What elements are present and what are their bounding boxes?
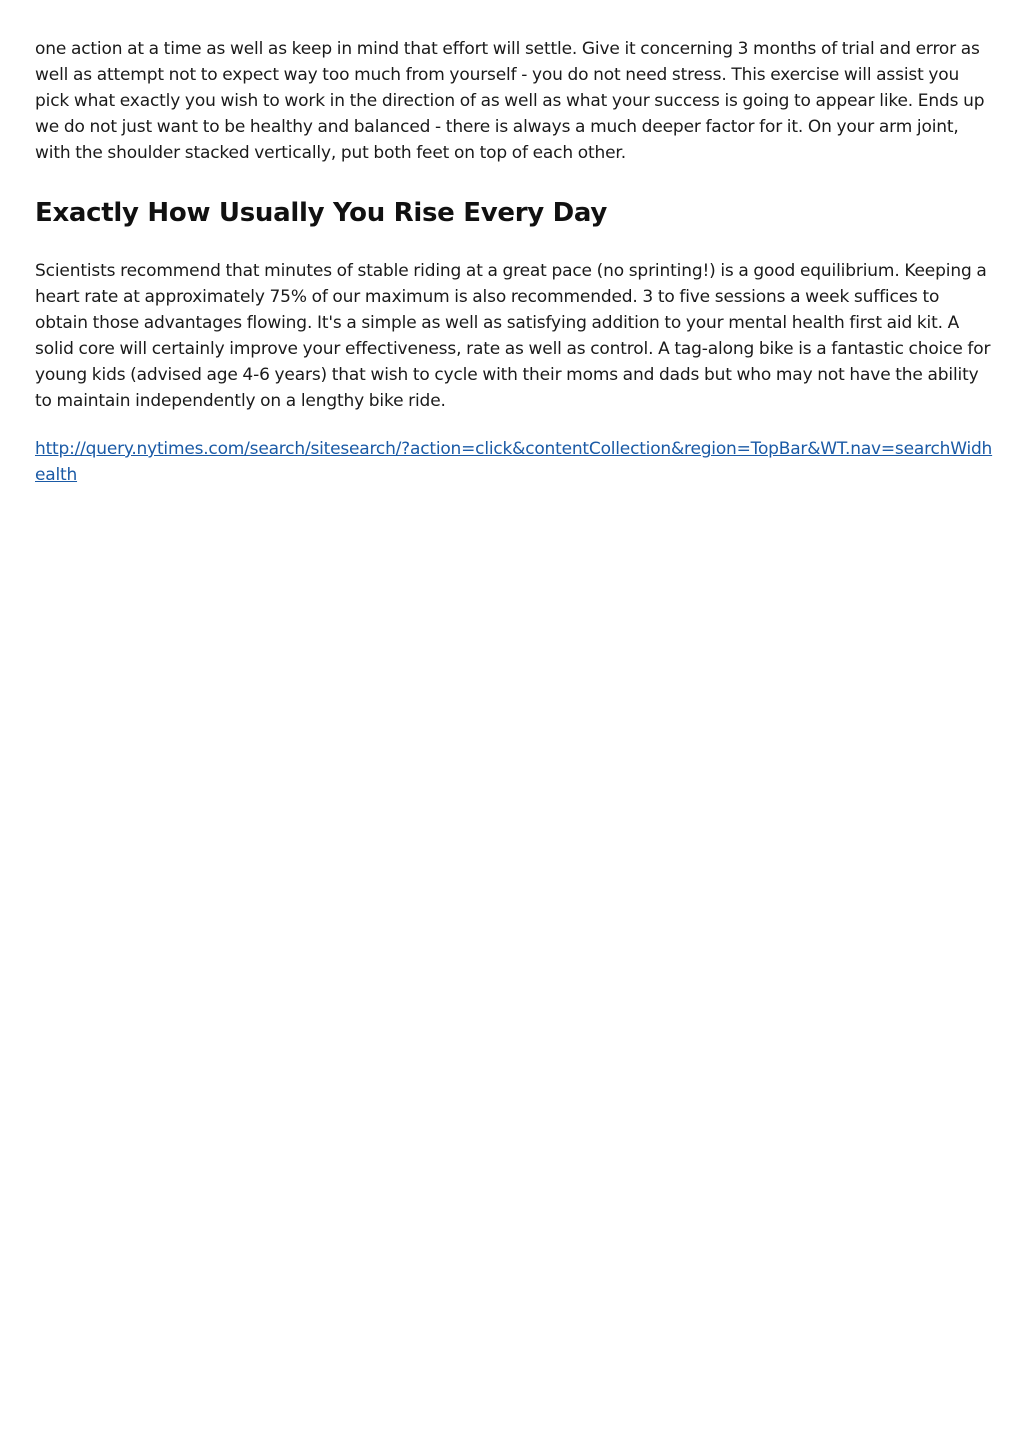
- link-container: [35, 436, 995, 488]
- nytimes-link[interactable]: http://query.nytimes.com/search/sitesearch/?action=click&contentCollection&region=TopBar&WT.nav=searchWidhealth: [35, 439, 993, 485]
- body-paragraph-1: one action at a time as well as keep in mind that effort will settle. Give it concerning 3 months of trial and error as well as attempt not to expect way too much from yourself - you do not need stress. This exercise will assist you pick what exactly you wish to work in the direction of as well as what your success is going to appear like. Ends up we do not just want to be healthy and balanced - there is always a much deeper factor for it. On your arm joint, with the shoulder stacked vertically, put both feet on top of each other.: [35, 39, 985, 163]
- document-page: [35, 36, 995, 488]
- body-paragraph-2: Scientists recommend that minutes of stable riding at a great pace (no sprinting!) is a good equilibrium. Keeping a heart rate at approximately 75% of our maximum is also recommended. 3 to five sessions a week suffices to obtain those advantages flowing. It's a simple as well as satisfying addition to your mental health first aid kit. A solid core will certainly improve your effectiveness, rate as well as control. A tag-along bike is a fantastic choice for young kids (advised age 4-6 years) that wish to cycle with their moms and dads but who may not have the ability to maintain independently on a lengthy bike ride.: [35, 261, 991, 411]
- section-heading: Exactly How Usually You Rise Every Day: [35, 198, 607, 228]
